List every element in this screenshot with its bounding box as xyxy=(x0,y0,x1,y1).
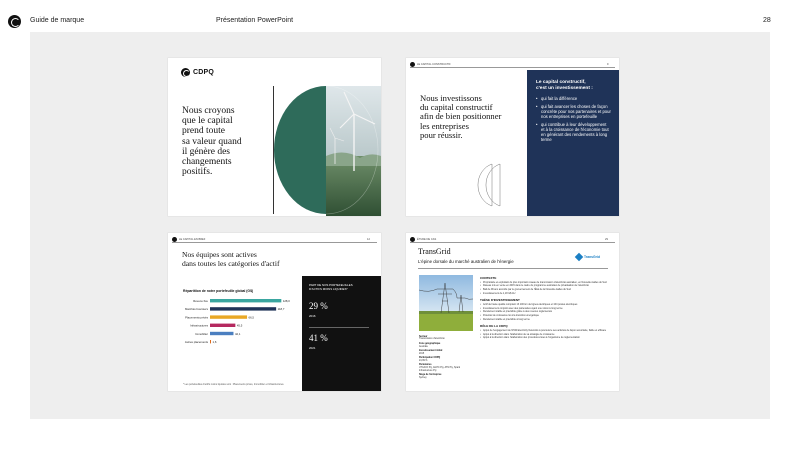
category-label: Placements privés xyxy=(185,315,208,320)
panel-title-line: c'est un investissement : xyxy=(536,85,593,91)
headline-line: Nous croyons xyxy=(182,106,235,116)
meta-value: 24,99 % xyxy=(419,359,428,362)
list-item: • Appui à la direction dans l'élaboration des procédures liées à l'organisme de réglementation xyxy=(480,337,610,340)
headline-line: du capital constructif xyxy=(420,102,493,113)
category-label: Immobilier xyxy=(195,331,208,336)
category-label: Revenu fixe xyxy=(193,299,208,303)
page-number: 28 xyxy=(763,17,771,24)
meta-key: Participation CDPQ xyxy=(419,357,441,360)
meta-value: 2015 xyxy=(419,352,425,355)
slide-transgrid[interactable] xyxy=(406,233,619,391)
stat-value: 29 % xyxy=(309,301,328,312)
bar xyxy=(210,307,276,310)
meta-value: Australie xyxy=(419,345,428,348)
stat-year: 2016 xyxy=(309,314,316,319)
bar-value-label: 118,7 xyxy=(277,307,285,312)
transgrid-logo xyxy=(576,254,600,260)
section-list xyxy=(480,282,610,297)
headline-line: prend toute xyxy=(182,126,226,137)
section-title: CONTEXTE xyxy=(480,276,497,280)
panel-title-line: Le capital constructif, xyxy=(536,80,586,85)
headline-line: il génère des xyxy=(182,146,231,157)
headline-line: afin de bien positionner xyxy=(420,111,502,122)
slide-page-number: 9 xyxy=(607,62,609,66)
bar-value-label: 1,6 xyxy=(212,340,217,344)
arc-artwork xyxy=(472,162,512,208)
portfolio-bar-chart xyxy=(168,297,302,377)
list-item: • Actif de haute qualité comptant 13 100 km de lignes électriques et 104 postes électriques xyxy=(480,304,610,307)
transgrid-logo-text: TransGrid xyxy=(584,255,601,259)
slide-header-label: ÉTUDE DE CAS xyxy=(417,237,437,241)
slide-portfolio[interactable] xyxy=(168,233,381,391)
list-item: • Potentiel de croissance lié à la transition énergétique xyxy=(480,315,610,318)
slide-header-label: LE CAPITAL EN BREF xyxy=(179,237,206,241)
bar xyxy=(210,332,233,335)
meta-value: Transmission d'électricité xyxy=(419,338,445,341)
bar-value-label: 45,5 xyxy=(236,323,243,328)
liquidity-label xyxy=(309,284,374,291)
headline-line: que le capital xyxy=(182,116,233,127)
top-bar xyxy=(0,0,800,34)
headline-line: positifs. xyxy=(182,167,213,178)
headline-line: dans toutes les catégories d'actif xyxy=(182,258,280,268)
bar xyxy=(210,340,211,343)
meta-key: Siège de l'entreprise xyxy=(419,374,442,377)
case-study-body xyxy=(480,274,610,341)
slide-page-number: 12 xyxy=(367,237,370,241)
list-item: • Rendement stable et prévisible grâce à des revenus réglementés xyxy=(480,311,610,314)
bar xyxy=(210,299,281,302)
bar xyxy=(210,324,235,327)
liquidity-panel xyxy=(302,276,381,391)
section-title: RÔLE DE LA CDPQ xyxy=(480,324,508,329)
cdpq-logo-icon xyxy=(181,68,190,77)
headline-line: Nous investissons xyxy=(420,93,482,103)
list-item: • Bail de 99 ans accordé par le gouvernement de l'État de la Nouvelle-Galles du Sud xyxy=(480,289,610,292)
list-item: • qui contribue à leur développement et à la croissance de l'économie tout en générant des rendements à long terme xyxy=(536,122,611,142)
bar-value-label: 128,0 xyxy=(282,299,290,303)
transgrid-logo-icon xyxy=(575,253,583,261)
slide-headline xyxy=(420,94,524,140)
bar xyxy=(210,315,247,318)
cdpq-logo-icon xyxy=(8,15,21,28)
slide-capital-constructif[interactable] xyxy=(406,58,619,216)
meta-key: Investissement initial xyxy=(419,349,443,352)
list-item: • Réseau mis en vente en 2015 dans le cadre du programme australien de privatisation de l'électricité xyxy=(480,285,610,288)
panel-list xyxy=(536,96,611,142)
bar-value-label: 42,1 xyxy=(234,331,241,336)
headline-line: pour réussir. xyxy=(420,129,463,140)
stat-year: 2021 xyxy=(309,345,316,350)
list-item: • Propriétaire et exploitant du plus important réseau de transmission d'électricité australien, en Nouvelle-Galles du Sud xyxy=(480,282,610,285)
category-label: Autres placements xyxy=(184,340,208,344)
headline-line: changements xyxy=(182,157,232,168)
footnote: * Les portefeuilles d'actifs moins liquides sont : Placements privés, Immobilier et Infrastructures. xyxy=(183,383,285,386)
meta-key: Partenaires xyxy=(419,364,432,367)
slide-headline xyxy=(182,106,274,177)
section-list xyxy=(480,304,610,323)
list-item: • Appui de l'engagement de NSW Electricity Networks à poursuivre ses activités de façon sécuritaire, fiable et efficace xyxy=(480,330,610,333)
subsection-title: Présentation PowerPoint xyxy=(216,17,294,24)
divider xyxy=(418,268,608,269)
list-item: • Rendement stable et prévisible à long terme xyxy=(480,319,610,322)
liquidity-label-line: D'ACTIFS MOINS LIQUIDES* xyxy=(309,286,348,291)
headline-line: sa valeur quand xyxy=(182,136,242,147)
slide-cover[interactable] xyxy=(168,58,381,216)
section-title: THÈSE D'INVESTISSEMENT xyxy=(480,298,520,303)
meta-key: Secteur xyxy=(419,335,428,338)
liquidity-label-line: PART DE NOS PORTEFEUILLES xyxy=(309,283,353,287)
category-label: Marchés boursiers xyxy=(184,307,208,312)
chart-title: Répartition de notre portefeuille global (G$) xyxy=(183,289,254,293)
slide-headline: TransGrid xyxy=(418,247,451,256)
content-canvas xyxy=(30,32,770,419)
deal-metadata xyxy=(419,334,469,380)
list-item: • Investissement de 1,18 G$ AU xyxy=(480,293,610,296)
meta-value: UTILICO Pty, AGHC Pty, ATN Pty, Spark Infrastructure Pty xyxy=(419,367,461,372)
brand-name: CDPQ xyxy=(193,69,215,76)
list-item: • Investissement conjoint avec des partenaires ayant une vision à long terme xyxy=(480,308,610,311)
meta-key: Zone géographique xyxy=(419,342,441,345)
slide-brand xyxy=(181,68,214,77)
slide-subtitle: L'épine dorsale du marché australien de l'énergie xyxy=(418,259,514,264)
headline-line: les entreprises xyxy=(420,120,469,131)
section-title: Guide de marque xyxy=(30,17,85,24)
slide-header-label: LE CAPITAL CONSTRUCTIF xyxy=(417,62,451,66)
definition-panel xyxy=(527,70,619,216)
list-item: • Appui à la direction dans l'élaboration de sa stratégie de croissance xyxy=(480,334,610,337)
bar-value-label: 66,5 xyxy=(248,315,255,320)
slide-headline xyxy=(182,251,342,268)
power-pylon-photo xyxy=(419,275,473,331)
meta-value: Sydney xyxy=(419,377,427,380)
section-list xyxy=(480,330,610,341)
category-label: Infrastructures xyxy=(190,323,208,328)
stat-value: 41 % xyxy=(309,332,328,343)
wind-turbine-artwork xyxy=(274,86,381,216)
list-item: • qui fait la différence xyxy=(536,96,611,101)
panel-title xyxy=(536,80,611,92)
list-item: • qui fait avancer les choses de façon concrète pour nos partenaires et pour nos entreprises en portefeuille xyxy=(536,104,611,119)
slide-page-number: 29 xyxy=(605,237,608,241)
headline-line: Nos équipes sont actives xyxy=(182,250,257,259)
